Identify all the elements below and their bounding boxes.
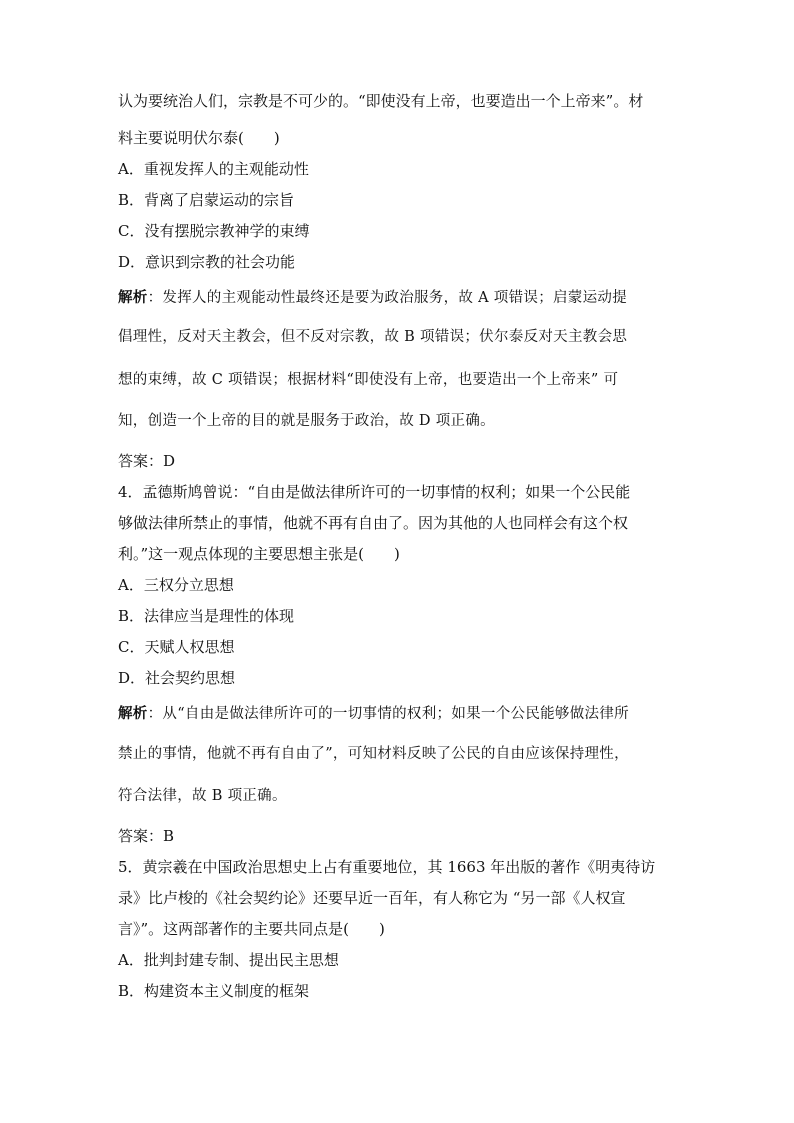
q3-answer: 答案：D <box>118 452 176 470</box>
q4-stem-line-1: 4．孟德斯鸠曾说：“自由是做法律所许可的一切事情的权利；如果一个公民能 <box>118 483 631 501</box>
q4-analysis-text-1: ：从“自由是做法律所许可的一切事情的权利；如果一个公民能够做法律所 <box>147 706 629 722</box>
q3-analysis-text-1: ：发挥人的主观能动性最终还是要为政治服务，故 A 项错误；启蒙运动提 <box>147 290 627 306</box>
q3-option-c: C．没有摆脱宗教神学的束缚 <box>118 222 310 240</box>
q4-option-d: D．社会契约思想 <box>118 669 236 687</box>
q3-analysis-label: 解析 <box>118 289 148 306</box>
q3-option-b: B．背离了启蒙运动的宗旨 <box>118 191 295 209</box>
q3-stem-line-1: 认为要统治人们，宗教是不可少的。“即使没有上帝，也要造出一个上帝来”。材 <box>118 92 644 110</box>
q3-analysis-line-3: 想的束缚，故 C 项错误；根据材料“即使没有上帝，也要造出一个上帝来” 可 <box>118 372 619 388</box>
q4-answer: 答案：B <box>118 827 175 845</box>
q4-option-b: B．法律应当是理性的体现 <box>118 607 295 625</box>
q5-stem-line-3: 言》”。这两部著作的主要共同点是( ) <box>118 920 385 938</box>
q3-stem-line-2: 料主要说明伏尔泰( ) <box>118 129 280 147</box>
q4-analysis-line-2: 禁止的事情，他就不再有自由了”，可知材料反映了公民的自由应该保持理性， <box>118 746 629 762</box>
q3-analysis-line-4: 知，创造一个上帝的目的就是服务于政治，故 D 项正确。 <box>118 413 495 429</box>
q4-option-c: C．天赋人权思想 <box>118 638 235 656</box>
q4-analysis-line-3: 符合法律，故 B 项正确。 <box>118 788 287 804</box>
q4-stem-line-2: 够做法律所禁止的事情，他就不再有自由了。因为其他的人也同样会有这个权 <box>118 514 629 532</box>
q4-option-a: A．三权分立思想 <box>118 576 234 594</box>
q3-analysis-line-1 <box>118 288 627 308</box>
q3-analysis-line-2: 倡理性，反对天主教会，但不反对宗教，故 B 项错误；伏尔泰反对天主教会思 <box>118 329 628 345</box>
q5-option-b: B．构建资本主义制度的框架 <box>118 982 310 1000</box>
q4-analysis-line-1 <box>118 704 629 724</box>
q4-stem-line-3: 利。”这一观点体现的主要思想主张是( ) <box>118 545 400 563</box>
q4-analysis-label: 解析 <box>118 705 148 722</box>
q3-option-d: D．意识到宗教的社会功能 <box>118 253 296 271</box>
q5-stem-line-2: 录》比卢梭的《社会契约论》还要早近一百年，有人称它为 “另一部《人权宣 <box>118 889 626 907</box>
q5-option-a: A．批判封建专制、提出民主思想 <box>118 951 339 969</box>
q5-stem-line-1: 5．黄宗羲在中国政治思想史上占有重要地位，其 1663 年出版的著作《明夷待访 <box>118 858 656 876</box>
q3-option-a: A．重视发挥人的主观能动性 <box>118 160 309 178</box>
